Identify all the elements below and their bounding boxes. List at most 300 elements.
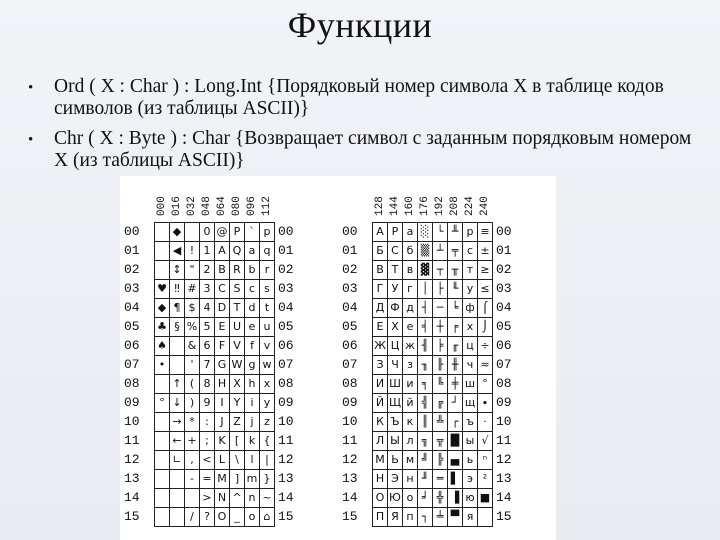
- char-cell: ╬: [433, 489, 448, 508]
- char-cell: s: [260, 280, 275, 299]
- char-cell: ≥: [478, 261, 493, 280]
- char-cell: │: [418, 280, 433, 299]
- char-cell: F: [215, 337, 230, 356]
- char-cell: →: [170, 413, 185, 432]
- row-label: 15: [496, 509, 512, 524]
- char-cell: e: [245, 318, 260, 337]
- column-header: [259, 176, 273, 218]
- char-cell: [: [230, 432, 245, 451]
- column-header: [447, 176, 461, 218]
- char-cell: ]: [230, 470, 245, 489]
- char-cell: в: [403, 261, 418, 280]
- char-cell: ,: [185, 451, 200, 470]
- char-cell: е: [403, 318, 418, 337]
- row-label: 03: [496, 281, 512, 296]
- char-cell: Ь: [388, 451, 403, 470]
- char-cell: О: [373, 489, 388, 508]
- char-cell: &: [185, 337, 200, 356]
- char-cell: [170, 337, 185, 356]
- char-cell: Г: [373, 280, 388, 299]
- char-cell: г: [403, 280, 418, 299]
- row-label: 01: [124, 243, 140, 258]
- char-cell: T: [230, 299, 245, 318]
- column-header-label: 000: [156, 196, 168, 216]
- char-cell: ╘: [448, 299, 463, 318]
- char-cell: ю: [463, 489, 478, 508]
- char-cell: Щ: [388, 394, 403, 413]
- row-label: 04: [342, 300, 358, 315]
- row-label: 14: [124, 490, 140, 505]
- char-cell: д: [403, 299, 418, 318]
- char-cell: ┐: [418, 508, 433, 527]
- char-cell: ┴: [433, 242, 448, 261]
- char-cell: ╚: [433, 375, 448, 394]
- row-label: 08: [124, 376, 140, 391]
- char-cell: |: [260, 451, 275, 470]
- column-header-label: 224: [464, 196, 476, 216]
- char-cell: К: [373, 413, 388, 432]
- char-cell: ■: [478, 489, 493, 508]
- char-cell: [185, 489, 200, 508]
- char-cell: !: [185, 242, 200, 261]
- char-cell: Б: [373, 242, 388, 261]
- ascii-table-right: [338, 176, 556, 540]
- char-cell: [155, 470, 170, 489]
- row-label: 08: [278, 376, 294, 391]
- char-cell: ⌡: [478, 318, 493, 337]
- row-label: 03: [124, 281, 140, 296]
- char-cell: й: [403, 394, 418, 413]
- char-cell: #: [185, 280, 200, 299]
- char-cell: [155, 261, 170, 280]
- char-cell: S: [230, 280, 245, 299]
- char-cell: ├: [433, 280, 448, 299]
- char-cell: [155, 451, 170, 470]
- char-cell: [170, 508, 185, 527]
- char-cell: K: [215, 432, 230, 451]
- column-header: [169, 176, 183, 218]
- char-cell: ♥: [155, 280, 170, 299]
- char-cell: Х: [388, 318, 403, 337]
- char-cell: Ъ: [388, 413, 403, 432]
- char-cell: к: [403, 413, 418, 432]
- char-cell: ┘: [448, 394, 463, 413]
- char-cell: [155, 375, 170, 394]
- char-cell: ¶: [170, 299, 185, 318]
- char-cell: u: [260, 318, 275, 337]
- char-cell: [185, 223, 200, 242]
- char-cell: м: [403, 451, 418, 470]
- row-label: 04: [496, 300, 512, 315]
- char-cell: ж: [403, 337, 418, 356]
- column-header-label: 128: [374, 196, 386, 216]
- char-cell: ~: [260, 489, 275, 508]
- char-cell: G: [215, 356, 230, 375]
- row-label: 12: [278, 452, 294, 467]
- row-label: 00: [496, 224, 512, 239]
- char-cell: H: [215, 375, 230, 394]
- row-label: 06: [278, 338, 294, 353]
- char-cell: [155, 508, 170, 527]
- char-cell: X: [230, 375, 245, 394]
- char-cell: [155, 432, 170, 451]
- row-label: 04: [278, 300, 294, 315]
- row-label: 05: [496, 319, 512, 334]
- row-label: 07: [496, 357, 512, 372]
- char-cell: {: [260, 432, 275, 451]
- row-label: 01: [496, 243, 512, 258]
- column-header: [214, 176, 228, 218]
- bullet-marker: •: [28, 132, 34, 148]
- char-cell: 6: [200, 337, 215, 356]
- char-cell: [155, 489, 170, 508]
- char-cell: ▄: [448, 451, 463, 470]
- char-cell: L: [215, 451, 230, 470]
- row-label: 15: [124, 509, 140, 524]
- char-cell: п: [403, 508, 418, 527]
- column-header-label: 080: [231, 196, 243, 216]
- char-cell: =: [200, 470, 215, 489]
- char-cell: Ж: [373, 337, 388, 356]
- char-cell: Ф: [388, 299, 403, 318]
- char-cell: C: [215, 280, 230, 299]
- char-cell: I: [215, 394, 230, 413]
- char-cell: А: [373, 223, 388, 242]
- char-cell: g: [245, 356, 260, 375]
- char-cell: ♣: [155, 318, 170, 337]
- char-cell: /: [185, 508, 200, 527]
- char-cell: t: [260, 299, 275, 318]
- char-cell: Э: [388, 470, 403, 489]
- char-cell: т: [463, 261, 478, 280]
- char-cell: ÷: [478, 337, 493, 356]
- char-cell: У: [388, 280, 403, 299]
- char-cell: ╩: [433, 413, 448, 432]
- row-label: 04: [124, 300, 140, 315]
- char-cell: ⌂: [260, 508, 275, 527]
- char-cell: ╣: [418, 394, 433, 413]
- bullet-text-ord: Ord ( X : Char ) : Long.Int {Порядковый номер символа X в таблице кодов символов (из таблицы ASCII)}: [54, 76, 664, 119]
- row-label: 02: [496, 262, 512, 277]
- char-cell: ▓: [418, 261, 433, 280]
- char-cell: √: [478, 432, 493, 451]
- bullet-marker: •: [28, 80, 34, 96]
- row-label: 11: [278, 433, 294, 448]
- char-cell: ╨: [448, 223, 463, 242]
- char-cell: ♠: [155, 337, 170, 356]
- column-header: [477, 176, 491, 218]
- column-header-label: 160: [404, 196, 416, 216]
- char-cell: n: [245, 489, 260, 508]
- char-cell: ): [185, 394, 200, 413]
- row-label: 08: [496, 376, 512, 391]
- char-cell: ╖: [418, 356, 433, 375]
- char-cell: Y: [230, 394, 245, 413]
- char-cell: И: [373, 375, 388, 394]
- char-cell: ≤: [478, 280, 493, 299]
- char-cell: └: [433, 223, 448, 242]
- character-grid: [154, 222, 275, 527]
- row-label: 12: [496, 452, 512, 467]
- char-cell: у: [463, 280, 478, 299]
- char-cell: [170, 489, 185, 508]
- ascii-table-left: [120, 176, 338, 540]
- row-label: 07: [124, 357, 140, 372]
- column-header: [184, 176, 198, 218]
- row-label: 09: [278, 395, 294, 410]
- char-cell: 9: [200, 394, 215, 413]
- char-cell: ▐: [448, 489, 463, 508]
- char-cell: B: [215, 261, 230, 280]
- char-cell: я: [463, 508, 478, 527]
- char-cell: ║: [418, 413, 433, 432]
- char-cell: [155, 242, 170, 261]
- char-cell: ╓: [448, 337, 463, 356]
- char-cell: ↑: [170, 375, 185, 394]
- char-cell: ←: [170, 432, 185, 451]
- row-label: 03: [342, 281, 358, 296]
- char-cell: ↕: [170, 261, 185, 280]
- column-header: [462, 176, 476, 218]
- char-cell: 3: [200, 280, 215, 299]
- char-cell: @: [215, 223, 230, 242]
- char-cell: ▌: [448, 470, 463, 489]
- row-label: 02: [278, 262, 294, 277]
- char-cell: (: [185, 375, 200, 394]
- char-cell: н: [403, 470, 418, 489]
- char-cell: x: [260, 375, 275, 394]
- row-label: 14: [278, 490, 294, 505]
- row-label: 06: [496, 338, 512, 353]
- char-cell: Ю: [388, 489, 403, 508]
- column-header-label: 032: [186, 196, 198, 216]
- char-cell: а: [403, 223, 418, 242]
- char-cell: O: [215, 508, 230, 527]
- char-cell: ╧: [433, 508, 448, 527]
- char-cell: 1: [200, 242, 215, 261]
- char-cell: q: [260, 242, 275, 261]
- char-cell: i: [245, 394, 260, 413]
- char-cell: ╪: [448, 375, 463, 394]
- char-cell: и: [403, 375, 418, 394]
- char-cell: ?: [200, 508, 215, 527]
- char-cell: W: [230, 356, 245, 375]
- row-label: 15: [278, 509, 294, 524]
- row-label: 13: [342, 471, 358, 486]
- row-label: 14: [496, 490, 512, 505]
- char-cell: ц: [463, 337, 478, 356]
- page-title: Функции: [287, 5, 433, 45]
- char-cell: Н: [373, 470, 388, 489]
- char-cell: ╞: [433, 337, 448, 356]
- row-label: 11: [342, 433, 358, 448]
- char-cell: k: [245, 432, 260, 451]
- char-cell: •: [155, 356, 170, 375]
- char-cell: ⁿ: [478, 451, 493, 470]
- column-header: [417, 176, 431, 218]
- character-grid: [372, 222, 493, 527]
- char-cell: ╔: [433, 394, 448, 413]
- char-cell: ┬: [433, 261, 448, 280]
- char-cell: ┌: [448, 413, 463, 432]
- char-cell: Q: [230, 242, 245, 261]
- row-label: 06: [342, 338, 358, 353]
- char-cell: f: [245, 337, 260, 356]
- char-cell: \: [230, 451, 245, 470]
- char-cell: с: [463, 242, 478, 261]
- char-cell: ╝: [418, 451, 433, 470]
- row-label: 12: [342, 452, 358, 467]
- char-cell: ≈: [478, 356, 493, 375]
- char-cell: P: [230, 223, 245, 242]
- char-cell: m: [245, 470, 260, 489]
- char-cell: ─: [433, 299, 448, 318]
- column-header-label: 192: [434, 196, 446, 216]
- char-cell: ч: [463, 356, 478, 375]
- char-cell: J: [215, 413, 230, 432]
- row-label: 12: [124, 452, 140, 467]
- char-cell: Ч: [388, 356, 403, 375]
- char-cell: ": [185, 261, 200, 280]
- char-cell: *: [185, 413, 200, 432]
- row-label: 11: [496, 433, 512, 448]
- row-label: 00: [124, 224, 140, 239]
- char-cell: c: [245, 280, 260, 299]
- char-cell: a: [245, 242, 260, 261]
- row-label: 06: [124, 338, 140, 353]
- row-label: 02: [124, 262, 140, 277]
- char-cell: П: [373, 508, 388, 527]
- char-cell: 4: [200, 299, 215, 318]
- char-cell: ░: [418, 223, 433, 242]
- row-label: 09: [342, 395, 358, 410]
- char-cell: М: [373, 451, 388, 470]
- char-cell: [478, 508, 493, 527]
- char-cell: щ: [463, 394, 478, 413]
- row-label: 13: [124, 471, 140, 486]
- char-cell: j: [245, 413, 260, 432]
- row-label: 13: [496, 471, 512, 486]
- row-label: 11: [124, 433, 140, 448]
- char-cell: ≡: [478, 223, 493, 242]
- char-cell: ╛: [418, 489, 433, 508]
- char-cell: б: [403, 242, 418, 261]
- row-label: 02: [342, 262, 358, 277]
- char-cell: В: [373, 261, 388, 280]
- char-cell: ╠: [433, 451, 448, 470]
- char-cell: Я: [388, 508, 403, 527]
- char-cell: ±: [478, 242, 493, 261]
- char-cell: §: [170, 318, 185, 337]
- column-header: [244, 176, 258, 218]
- char-cell: 7: [200, 356, 215, 375]
- char-cell: -: [185, 470, 200, 489]
- char-cell: ↓: [170, 394, 185, 413]
- char-cell: ': [185, 356, 200, 375]
- row-label: 05: [342, 319, 358, 334]
- row-label: 14: [342, 490, 358, 505]
- row-label: 03: [278, 281, 294, 296]
- column-header: [402, 176, 416, 218]
- column-header: [154, 176, 168, 218]
- char-cell: [155, 223, 170, 242]
- char-cell: ◆: [170, 223, 185, 242]
- char-cell: ·: [478, 413, 493, 432]
- row-label: 07: [342, 357, 358, 372]
- char-cell: M: [215, 470, 230, 489]
- char-cell: Ы: [388, 432, 403, 451]
- char-cell: ╢: [418, 337, 433, 356]
- char-cell: D: [215, 299, 230, 318]
- char-cell: v: [260, 337, 275, 356]
- row-label: 05: [278, 319, 294, 334]
- row-label: 05: [124, 319, 140, 334]
- column-header-label: 240: [479, 196, 491, 216]
- bullet-text-chr: Chr ( X : Byte ) : Char {Возвращает символ с заданным порядковым номером X (из таблицы ASCII)}: [54, 128, 692, 171]
- row-label: 13: [278, 471, 294, 486]
- column-header-label: 144: [389, 196, 401, 216]
- char-cell: r: [260, 261, 275, 280]
- row-label: 10: [496, 414, 512, 429]
- char-cell: b: [245, 261, 260, 280]
- char-cell: ь: [463, 451, 478, 470]
- char-cell: о: [403, 489, 418, 508]
- char-cell: 2: [200, 261, 215, 280]
- char-cell: ш: [463, 375, 478, 394]
- char-cell: ▀: [448, 508, 463, 527]
- char-cell: R: [230, 261, 245, 280]
- row-label: 09: [124, 395, 140, 410]
- char-cell: 8: [200, 375, 215, 394]
- char-cell: ∙: [478, 394, 493, 413]
- char-cell: ┤: [418, 299, 433, 318]
- char-cell: ‼: [170, 280, 185, 299]
- char-cell: °: [155, 394, 170, 413]
- char-cell: з: [403, 356, 418, 375]
- char-cell: Р: [388, 223, 403, 242]
- char-cell: ф: [463, 299, 478, 318]
- char-cell: Ц: [388, 337, 403, 356]
- char-cell: Й: [373, 394, 388, 413]
- char-cell: ╫: [448, 356, 463, 375]
- char-cell: ▒: [418, 242, 433, 261]
- row-label: 10: [278, 414, 294, 429]
- column-header-label: 064: [216, 196, 228, 216]
- column-header-label: 016: [171, 196, 183, 216]
- char-cell: р: [463, 223, 478, 242]
- column-header-label: 176: [419, 196, 431, 216]
- char-cell: ◆: [155, 299, 170, 318]
- char-cell: х: [463, 318, 478, 337]
- row-label: 15: [342, 509, 358, 524]
- char-cell: ╒: [448, 318, 463, 337]
- char-cell: A: [215, 242, 230, 261]
- column-header: [372, 176, 386, 218]
- column-header: [229, 176, 243, 218]
- char-cell: ┼: [433, 318, 448, 337]
- char-cell: ═: [433, 470, 448, 489]
- column-header: [387, 176, 401, 218]
- char-cell: $: [185, 299, 200, 318]
- char-cell: ⌠: [478, 299, 493, 318]
- char-cell: [155, 413, 170, 432]
- char-cell: [170, 356, 185, 375]
- char-cell: Т: [388, 261, 403, 280]
- char-cell: ^: [230, 489, 245, 508]
- char-cell: л: [403, 432, 418, 451]
- char-cell: `: [245, 223, 260, 242]
- char-cell: N: [215, 489, 230, 508]
